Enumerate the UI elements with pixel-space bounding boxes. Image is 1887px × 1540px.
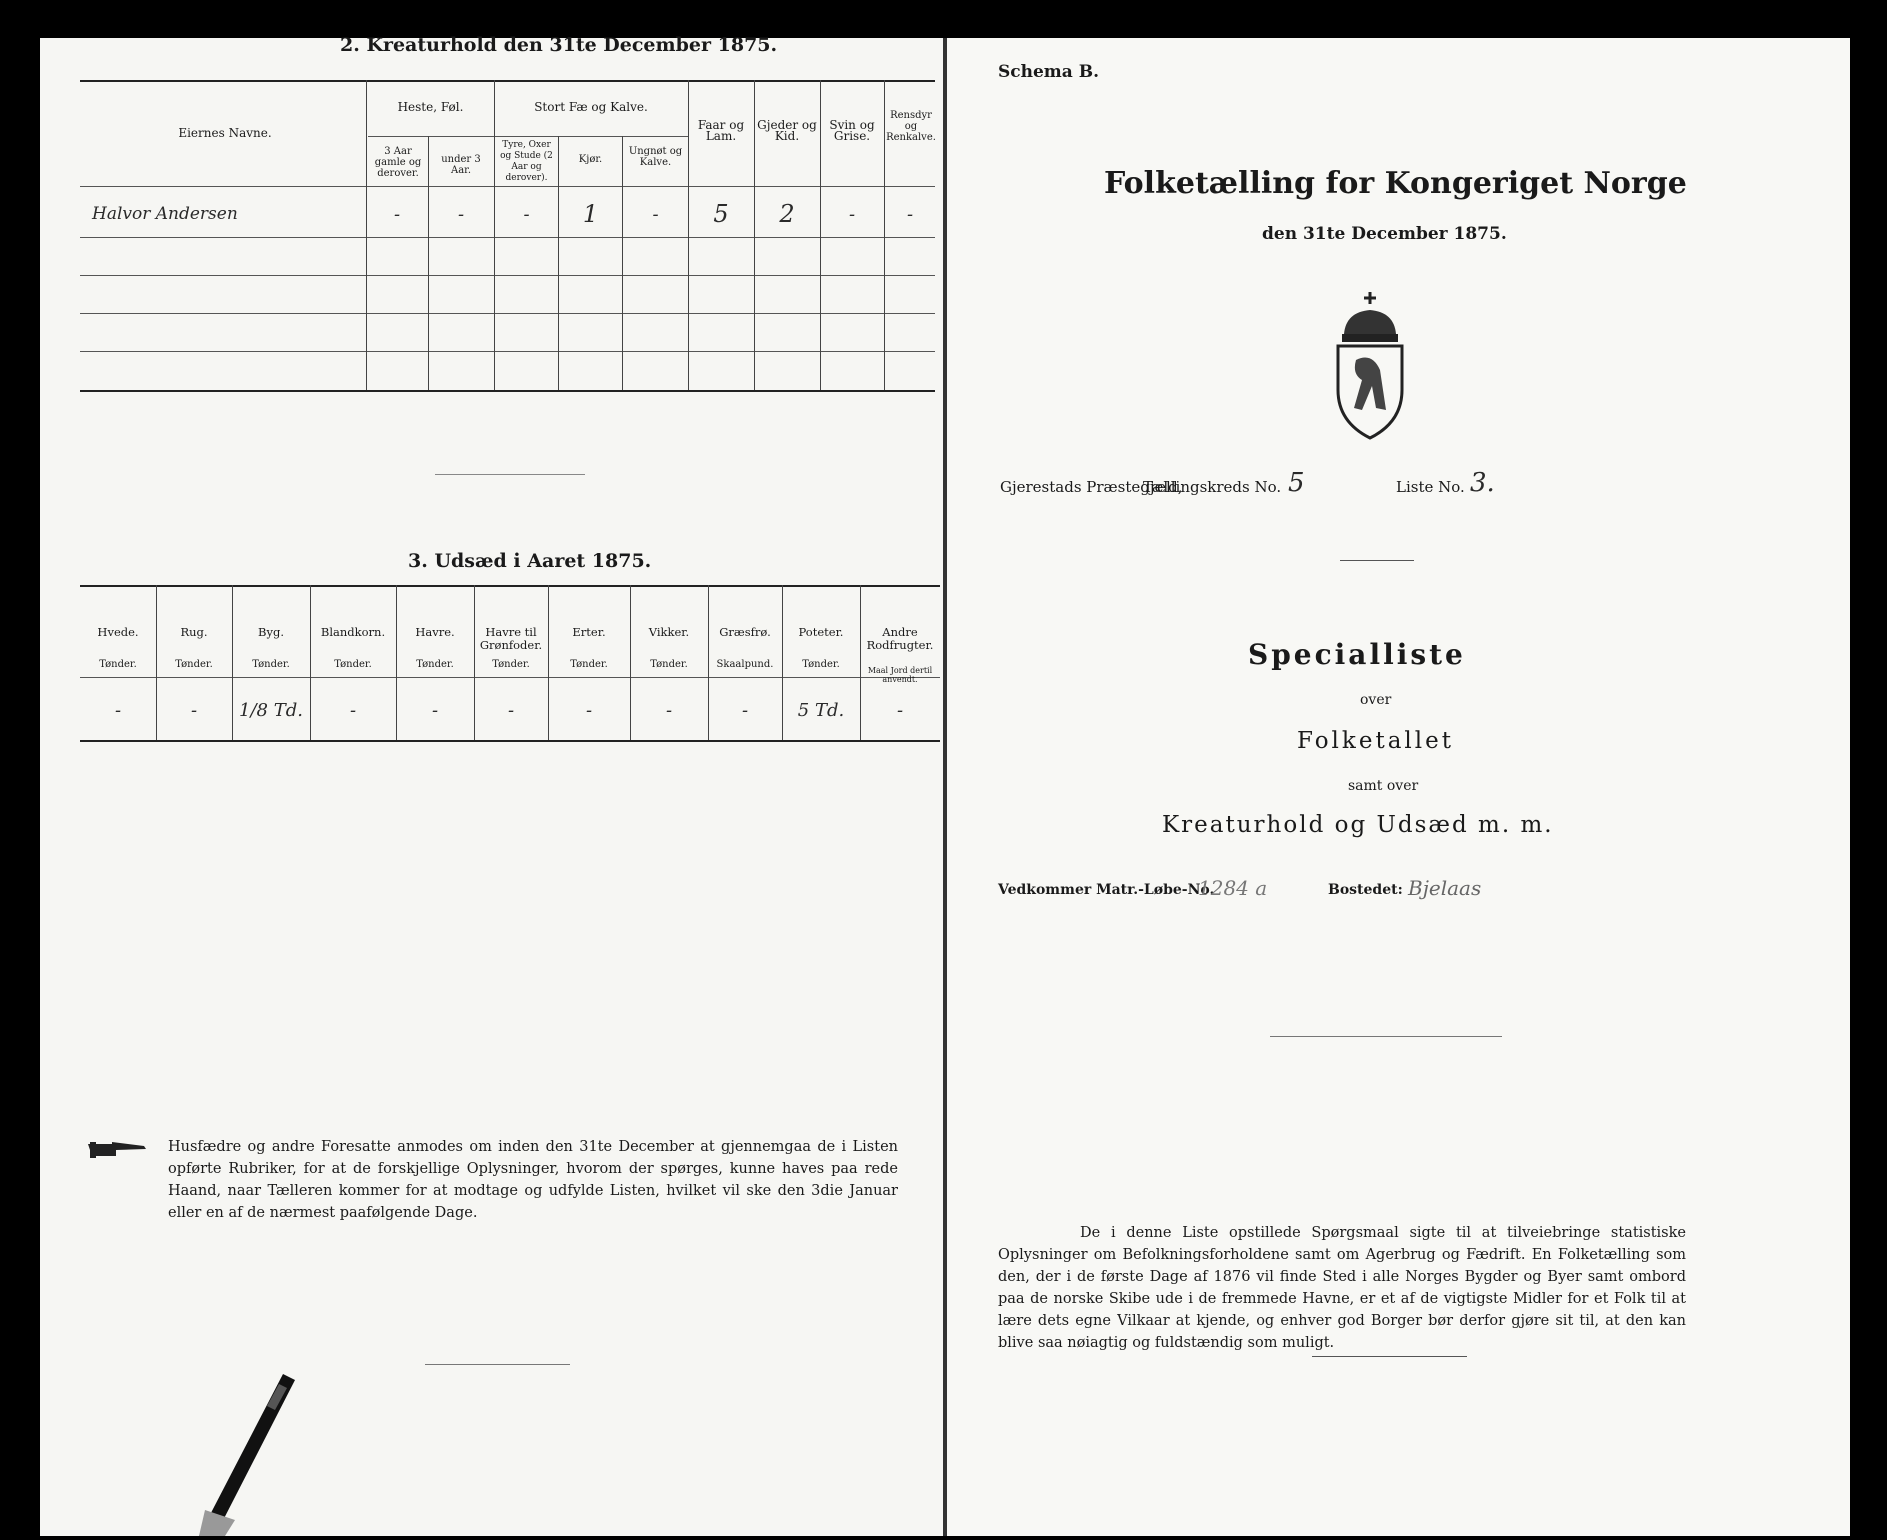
livestock-cell: - (457, 204, 465, 225)
pointing-hand-icon (86, 1138, 150, 1160)
livestock-cell: 5 (713, 200, 729, 228)
table-rule (80, 237, 935, 238)
crop-value: - (431, 700, 439, 721)
crop-unit: Tønder. (570, 659, 608, 670)
table-rule (80, 677, 940, 678)
crop-header: Hvede. (97, 625, 139, 639)
group-stort: Stort Fæ og Kalve. (534, 100, 648, 114)
crop-header: Græsfrø. (719, 625, 771, 639)
separator-line (425, 1364, 570, 1365)
crop-unit: Skaalpund. (716, 659, 774, 670)
matr-number: 1284 a (1198, 876, 1268, 900)
section3-title: 3. Udsæd i Aaret 1875. (408, 550, 652, 572)
sub-heste-young: under 3 Aar. (441, 154, 481, 176)
crop-header: Andre Rodfrugter. (866, 625, 934, 652)
crop-unit: Tønder. (175, 659, 213, 670)
crop-header: Vikker. (648, 625, 690, 639)
kreaturhold-label: Kreaturhold og Udsæd m. m. (1162, 812, 1554, 838)
livestock-cell: - (906, 204, 914, 225)
samt-over-label: samt over (1348, 778, 1419, 794)
crop-header: Havre til Grønfoder. (479, 625, 543, 652)
table-rule (80, 390, 935, 392)
section2-title: 2. Kreaturhold den 31te December 1875. (340, 34, 778, 56)
group-gjeder: Gjeder og Kid. (757, 118, 817, 143)
table-divider (494, 80, 495, 390)
sub-kjor: Kjør. (578, 154, 603, 165)
census-date: den 31te December 1875. (1262, 224, 1507, 244)
district-label: Tællingskreds No. (1143, 478, 1282, 496)
separator-line (1312, 1356, 1467, 1357)
table-rule (80, 740, 940, 742)
district-number: 5 (1288, 468, 1305, 498)
bosted-label: Bostedet: (1328, 882, 1403, 898)
crop-value: - (665, 700, 673, 721)
table-rule (368, 136, 688, 137)
crop-unit: Tønder. (802, 659, 840, 670)
group-heste: Heste, Føl. (397, 100, 464, 114)
explanatory-note: De i denne Liste opstillede Spørgsmaal sigte til at tilveiebringe statistiske Oplysninger om Befolkningsforholdene samt om Agerbrug og Fædrift. En Folketælling som den, der i de første Dage af 1876 vil finde Sted i alle Norges Bygder og Byer samt ombord paa de norske Skibe ude i de fremmede Havne, er et af de vigtigste Midler for et Folk til at lære dets egne Vilkaar at kjende, og enhver god Borger bør derfor gjøre sit til, at den kan blive saa nøiagtig og fuldstændig som muligt. (998, 1225, 1686, 1351)
bosted-value: Bjelaas (1408, 876, 1482, 900)
specialliste-title: Specialliste (1248, 638, 1466, 671)
table-rule (80, 275, 935, 276)
coat-of-arms-icon (1332, 290, 1408, 440)
crop-value: - (349, 700, 357, 721)
table-divider (688, 80, 689, 390)
livestock-cell: 1 (582, 200, 599, 228)
group-rensdyr: Rensdyr og Renkalve. (886, 110, 936, 143)
separator-line (435, 474, 585, 475)
table-divider (558, 136, 559, 390)
pen-icon (195, 1370, 305, 1540)
matr-label: Vedkommer Matr.-Løbe-No. (998, 882, 1215, 898)
owners-header: Eiernes Navne. (178, 126, 272, 140)
sub-heste-old: 3 Aar gamle og derover. (374, 146, 422, 179)
livestock-cell: - (652, 204, 659, 225)
schema-label: Schema B. (998, 62, 1100, 82)
crop-value: - (190, 700, 198, 721)
table-divider (884, 80, 885, 390)
left-page (40, 38, 945, 1536)
table-rule (80, 585, 940, 587)
crop-unit: Tønder. (99, 659, 137, 670)
sub-tyre: Tyre, Oxer og Stude (2 Aar og derover). (500, 140, 553, 183)
separator-line (1340, 560, 1414, 561)
table-divider (754, 80, 755, 390)
livestock-cell: - (848, 204, 856, 225)
crop-value: - (114, 700, 122, 721)
sub-ungnot: Ungnøt og Kalve. (628, 146, 683, 168)
crop-unit: Maal Jord dertil anvendt. (867, 666, 933, 684)
crop-value: - (507, 700, 515, 721)
livestock-cell: 2 (779, 200, 795, 228)
crop-value: - (896, 700, 904, 721)
table-divider (366, 80, 367, 390)
livestock-cell: - (523, 204, 530, 225)
owner-name: Halvor Andersen (92, 204, 238, 224)
table-rule (80, 186, 935, 187)
crop-unit: Tønder. (252, 659, 290, 670)
crop-unit: Tønder. (492, 659, 530, 670)
crop-header: Byg. (258, 625, 284, 639)
crop-value: - (585, 700, 593, 721)
table-rule (80, 351, 935, 352)
folketallet-label: Folketallet (1297, 728, 1454, 754)
separator-line (1270, 1036, 1502, 1037)
crop-unit: Tønder. (416, 659, 454, 670)
list-number: 3. (1470, 468, 1495, 498)
group-faar: Faar og Lam. (697, 118, 745, 143)
notice-text: Husfædre og andre Foresatte anmodes om inden den 31te December at gjennemgaa de i Listen opførte Rubriker, for at de forskjellige Oplysninger, hvorom der spørges, kunne haves paa rede Haand, naar Tælleren kommer for at modtage og udfylde Listen, hvilket vil ske den 3die Januar eller en af de nærmest paafølgende Dage. (168, 1139, 898, 1221)
crop-header: Poteter. (798, 625, 844, 639)
livestock-cell: - (393, 204, 401, 225)
table-divider (622, 136, 623, 390)
parish-label: Gjerestads Præstegjeld, (1000, 478, 1183, 496)
page-fold (943, 38, 947, 1536)
table-rule (80, 313, 935, 314)
crop-header: Havre. (415, 625, 455, 639)
over-label: over (1360, 692, 1392, 708)
crop-value: - (741, 700, 749, 721)
crop-header: Blandkorn. (320, 625, 386, 639)
crop-value: 1/8 Td. (239, 700, 303, 721)
table-rule (80, 80, 935, 82)
crop-value: 5 Td. (797, 700, 845, 721)
crop-unit: Tønder. (650, 659, 688, 670)
table-divider (820, 80, 821, 390)
table-divider (428, 136, 429, 390)
census-title: Folketælling for Kongeriget Norge (1104, 166, 1687, 201)
crop-header: Erter. (572, 625, 606, 639)
group-svin: Svin og Grise. (829, 118, 875, 143)
crop-header: Rug. (180, 625, 208, 639)
list-label: Liste No. (1396, 478, 1465, 496)
crop-unit: Tønder. (334, 659, 372, 670)
